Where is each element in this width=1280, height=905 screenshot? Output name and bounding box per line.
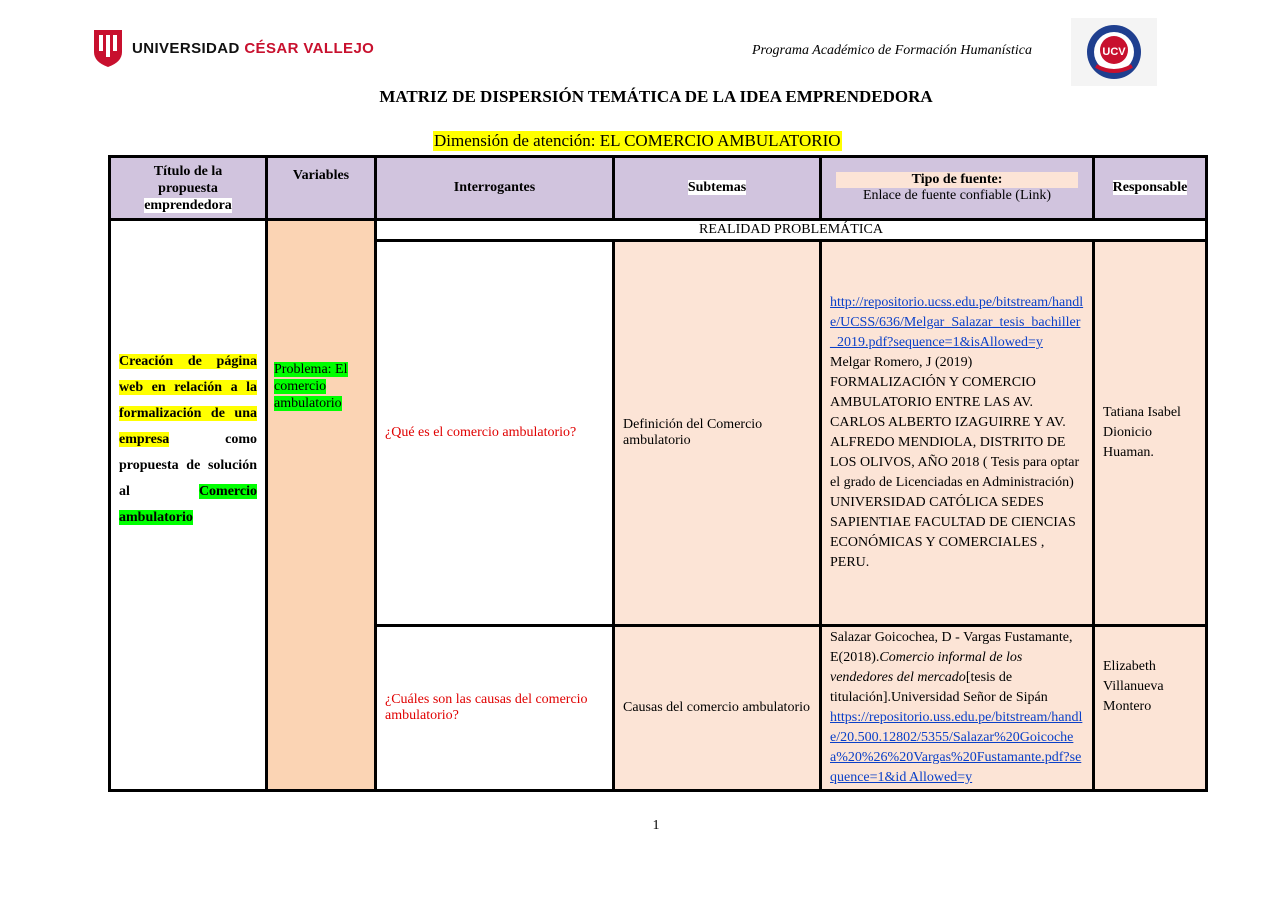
header-variables: Variables <box>267 157 376 220</box>
university-logo <box>92 28 374 68</box>
document-title: MATRIZ DE DISPERSIÓN TEMÁTICA DE LA IDEA EMPRENDEDORA <box>379 87 933 106</box>
page-number: 1 <box>652 818 660 833</box>
dimension-label: Dimensión de atención: EL COMERCIO AMBULATORIO <box>434 131 841 150</box>
subtema-cell: Definición del Comercio ambulatorio <box>614 241 821 626</box>
variable-cell: Problema: El comercio ambulatorio <box>267 220 376 791</box>
svg-text:UCV: UCV <box>1102 46 1126 58</box>
question-cell: ¿Cuáles son las causas del comercio ambulatorio? <box>376 626 614 791</box>
subtema-cell: Causas del comercio ambulatorio <box>614 626 821 791</box>
header-subtemas: Subtemas <box>614 157 821 220</box>
header-row <box>110 157 1207 220</box>
header-titulo: Título de la propuesta emprendedora <box>110 157 267 220</box>
university-name: UNIVERSIDAD CÉSAR VALLEJO <box>132 39 375 57</box>
source-link[interactable]: http://repositorio.ucss.edu.pe/bitstream/handle/UCSS/636/Melgar_Salazar_tesis_bachiller_2019.pdf?sequence=1&isAllowed=y <box>830 295 1084 350</box>
proposal-title: Creación de página web en relación a la formalización de una empresa como propuesta de solución al Comercio ambulatorio <box>110 220 267 791</box>
responsable-cell: Tatiana Isabel Dionicio Huaman. <box>1094 241 1207 626</box>
program-seal <box>1071 18 1157 86</box>
program-name: Programa Académico de Formación Humanística <box>752 43 1032 58</box>
header-responsable: Responsable <box>1094 157 1207 220</box>
source-link[interactable]: https://repositorio.uss.edu.pe/bitstream/handle/20.500.12802/5355/Salazar%20Goicochea%20%26%20Vargas%20Fustamante.pdf?sequence=1&id Allowed=y <box>830 710 1083 785</box>
header-tipo-fuente: Tipo de fuente: Enlace de fuente confiable (Link) <box>821 157 1094 220</box>
source-cell: Salazar Goicochea, D - Vargas Fustamante, E(2018).Comercio informal de los vendedores del mercado[tesis de titulación].Universidad Señor de Sipán https://repositorio.uss.edu.pe/bitstream/handle/20.500.12802/5355/Salazar%20Goicochea%20%26%20Vargas%20Fustamante.pdf?sequence=1&id Allowed=y <box>821 626 1094 791</box>
dispersion-matrix <box>108 155 1208 792</box>
source-reference: Melgar Romero, J (2019) FORMALIZACIÓN Y COMERCIO AMBULATORIO ENTRE LAS AV. CARLOS ALBERTO IZAGUIRRE Y AV. ALFREDO MENDIOLA, DISTRITO DE LOS OLIVOS, AÑO 2018 ( Tesis para optar el grado de Licenciadas en Administración) UNIVERSIDAD CATÓLICA SEDES SAPIENTIAE FACULTAD DE CIENCIAS ECONÓMICAS Y COMERCIALES , PERU. <box>830 355 1080 570</box>
ucv-shield-icon <box>92 28 124 68</box>
seal-icon <box>1084 22 1144 82</box>
source-cell <box>821 241 1094 626</box>
header-interrogantes: Interrogantes <box>376 157 614 220</box>
responsable-cell: Elizabeth Villanueva Montero <box>1094 626 1207 791</box>
question-cell: ¿Qué es el comercio ambulatorio? <box>376 241 614 626</box>
section-label: REALIDAD PROBLEMÁTICA <box>376 220 1207 241</box>
section-row <box>110 220 1207 241</box>
